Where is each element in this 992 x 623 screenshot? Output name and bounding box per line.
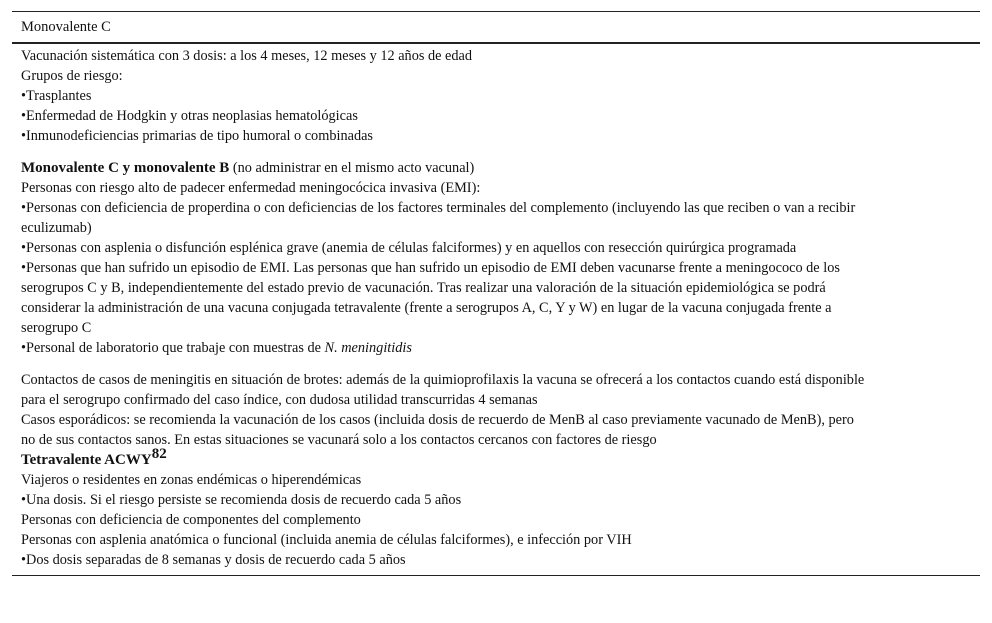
text-line: eculizumab)	[21, 220, 92, 236]
section-title	[21, 446, 971, 470]
species-name: N. meningitidis	[324, 340, 412, 356]
section-contacts	[21, 370, 971, 450]
text-line: Viajeros o residentes en zonas endémicas o hiperendémicas	[21, 472, 362, 488]
table-header: Monovalente C	[21, 19, 111, 35]
list-item: •Trasplantes	[21, 88, 92, 104]
table-body	[12, 44, 980, 570]
text-line: para el serogrupo confirmado del caso índice, con dudosa utilidad transcurridas 4 semanas	[21, 392, 538, 408]
list-item	[21, 338, 971, 358]
reference-number: 82	[151, 446, 167, 462]
section-monovalente-c-b	[21, 158, 971, 358]
section-title-note: (no administrar en el mismo acto vacunal)	[229, 160, 475, 176]
recommendation-table	[12, 11, 980, 576]
text-line: Personas con asplenia anatómica o funcional (incluida anemia de células falciformes), e infección por VIH	[21, 532, 632, 548]
text-line: Vacunación sistemática con 3 dosis: a los 4 meses, 12 meses y 12 años de edad	[21, 48, 473, 64]
table-bottom-rule	[12, 575, 980, 576]
list-item: •Inmunodeficiencias primarias de tipo humoral o combinadas	[21, 128, 373, 144]
list-item: •Personas con asplenia o disfunción esplénica grave (anemia de células falciformes) y en aquellos con resección quirúrgica programada	[21, 240, 797, 256]
section-monovalente-c	[21, 46, 971, 146]
section-title	[21, 158, 971, 178]
text-line: considerar la administración de una vacuna conjugada tetravalente (frente a serogrupos A, C, Y y W) en lugar de la vacuna conjugada frente a	[21, 300, 832, 316]
list-item: •Personas que han sufrido un episodio de EMI. Las personas que han sufrido un episodio de EMI deben vacunarse frente a meningococo de los	[21, 260, 840, 276]
list-item-text: •Personal de laboratorio que trabaje con muestras de	[21, 340, 325, 356]
text-line: serogrupo C	[21, 320, 92, 336]
text-line: no de sus contactos sanos. En estas situaciones se vacunará solo a los contactos cercanos con factores de riesgo	[21, 432, 657, 448]
list-item: •Enfermedad de Hodgkin y otras neoplasias hematológicas	[21, 108, 358, 124]
reference-superscript	[151, 446, 167, 462]
text-line: Personas con deficiencia de componentes del complemento	[21, 512, 361, 528]
text-line: Grupos de riesgo:	[21, 68, 123, 84]
list-item: •Personas con deficiencia de properdina o con deficiencias de los factores terminales del complemento (incluyendo las que reciben o van a recibir	[21, 200, 856, 216]
list-item: •Dos dosis separadas de 8 semanas y dosis de recuerdo cada 5 años	[21, 552, 406, 568]
section-tetravalente	[21, 446, 971, 570]
list-item: •Una dosis. Si el riesgo persiste se recomienda dosis de recuerdo cada 5 años	[21, 492, 462, 508]
text-line: Personas con riesgo alto de padecer enfermedad meningocócica invasiva (EMI):	[21, 180, 481, 196]
section-title-bold: Tetravalente ACWY	[21, 452, 152, 468]
section-title-bold: Monovalente C y monovalente B	[21, 160, 230, 176]
text-line: Casos esporádicos: se recomienda la vacunación de los casos (incluida dosis de recuerdo de MenB al caso previamente vacunado de MenB), pero	[21, 412, 854, 428]
spacer	[21, 358, 971, 370]
spacer	[21, 146, 971, 158]
text-line: serogrupos C y B, independientemente del estado previo de vacunación. Tras realizar una valoración de la situación epidemiológica se podrá	[21, 280, 826, 296]
text-line: Contactos de casos de meningitis en situación de brotes: además de la quimioprofilaxis la vacuna se ofrecerá a los contactos cuando está disponible	[21, 372, 865, 388]
